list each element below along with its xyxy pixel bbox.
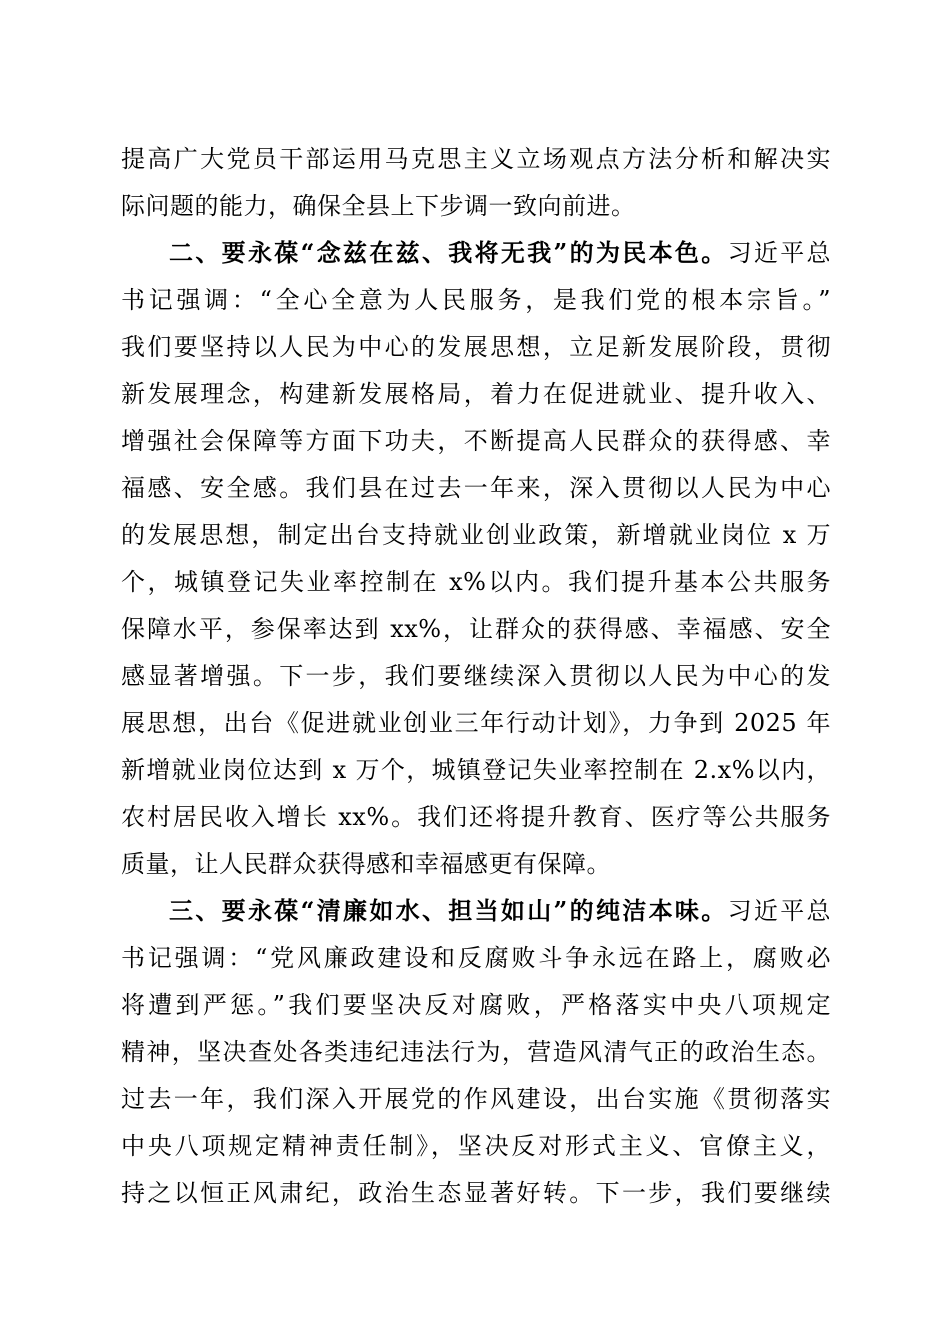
text-line: 过去一年，我们深入开展党的作风建设，出台实施《贯彻落实 [121, 1085, 831, 1113]
text-line: 感显著增强。下一步，我们要继续深入贯彻以人民为中心的发 [121, 662, 831, 690]
text-line: 精神，坚决查处各类违纪违法行为，营造风清气正的政治生态。 [121, 1038, 831, 1066]
text-line: 新增就业岗位达到 x 万个，城镇登记失业率控制在 2.x%以内， [121, 756, 831, 784]
text-line: 书记强调：“党风廉政建设和反腐败斗争永远在路上，腐败必 [121, 944, 831, 972]
text-line: 际问题的能力，确保全县上下步调一致向前进。 [121, 192, 636, 220]
text-line: 我们要坚持以人民为中心的发展思想，立足新发展阶段，贯彻 [121, 333, 831, 361]
text-line: 中央八项规定精神责任制》，坚决反对形式主义、官僚主义， [121, 1132, 831, 1160]
section-heading-line [169, 233, 831, 273]
text-line: 农村居民收入增长 xx%。我们还将提升教育、医疗等公共服务 [121, 803, 831, 831]
text-line: 个，城镇登记失业率控制在 x%以内。我们提升基本公共服务 [121, 568, 831, 596]
text-line: 保障水平，参保率达到 xx%，让群众的获得感、幸福感、安全 [121, 615, 831, 643]
text-line: 质量，让人民群众获得感和幸福感更有保障。 [121, 850, 611, 878]
text-line: 持之以恒正风肃纪，政治生态显著好转。下一步，我们要继续 [121, 1179, 831, 1207]
section-heading: 二、要永葆“念兹在兹、我将无我”的为民本色。 [169, 238, 728, 267]
text-line: 福感、安全感。我们县在过去一年来，深入贯彻以人民为中心 [121, 474, 831, 502]
text-line: 展思想，出台《促进就业创业三年行动计划》，力争到 2025 年 [121, 709, 831, 737]
section-heading-line [169, 891, 831, 931]
text-line: 新发展理念，构建新发展格局，着力在促进就业、提升收入、 [121, 380, 831, 408]
text-line: 增强社会保障等方面下功夫，不断提高人民群众的获得感、幸 [121, 427, 831, 455]
text-line-tail: 习近平总 [727, 897, 832, 925]
section-heading: 三、要永葆“清廉如水、担当如山”的纯洁本味。 [169, 896, 728, 925]
text-line: 的发展思想，制定出台支持就业创业政策，新增就业岗位 x 万 [121, 521, 831, 549]
text-line: 将遭到严惩。”我们要坚决反对腐败，严格落实中央八项规定 [121, 991, 831, 1019]
text-line: 提高广大党员干部运用马克思主义立场观点方法分析和解决实 [121, 145, 831, 173]
text-line-tail: 习近平总 [727, 239, 832, 267]
text-line: 书记强调：“全心全意为人民服务，是我们党的根本宗旨。” [121, 286, 831, 314]
